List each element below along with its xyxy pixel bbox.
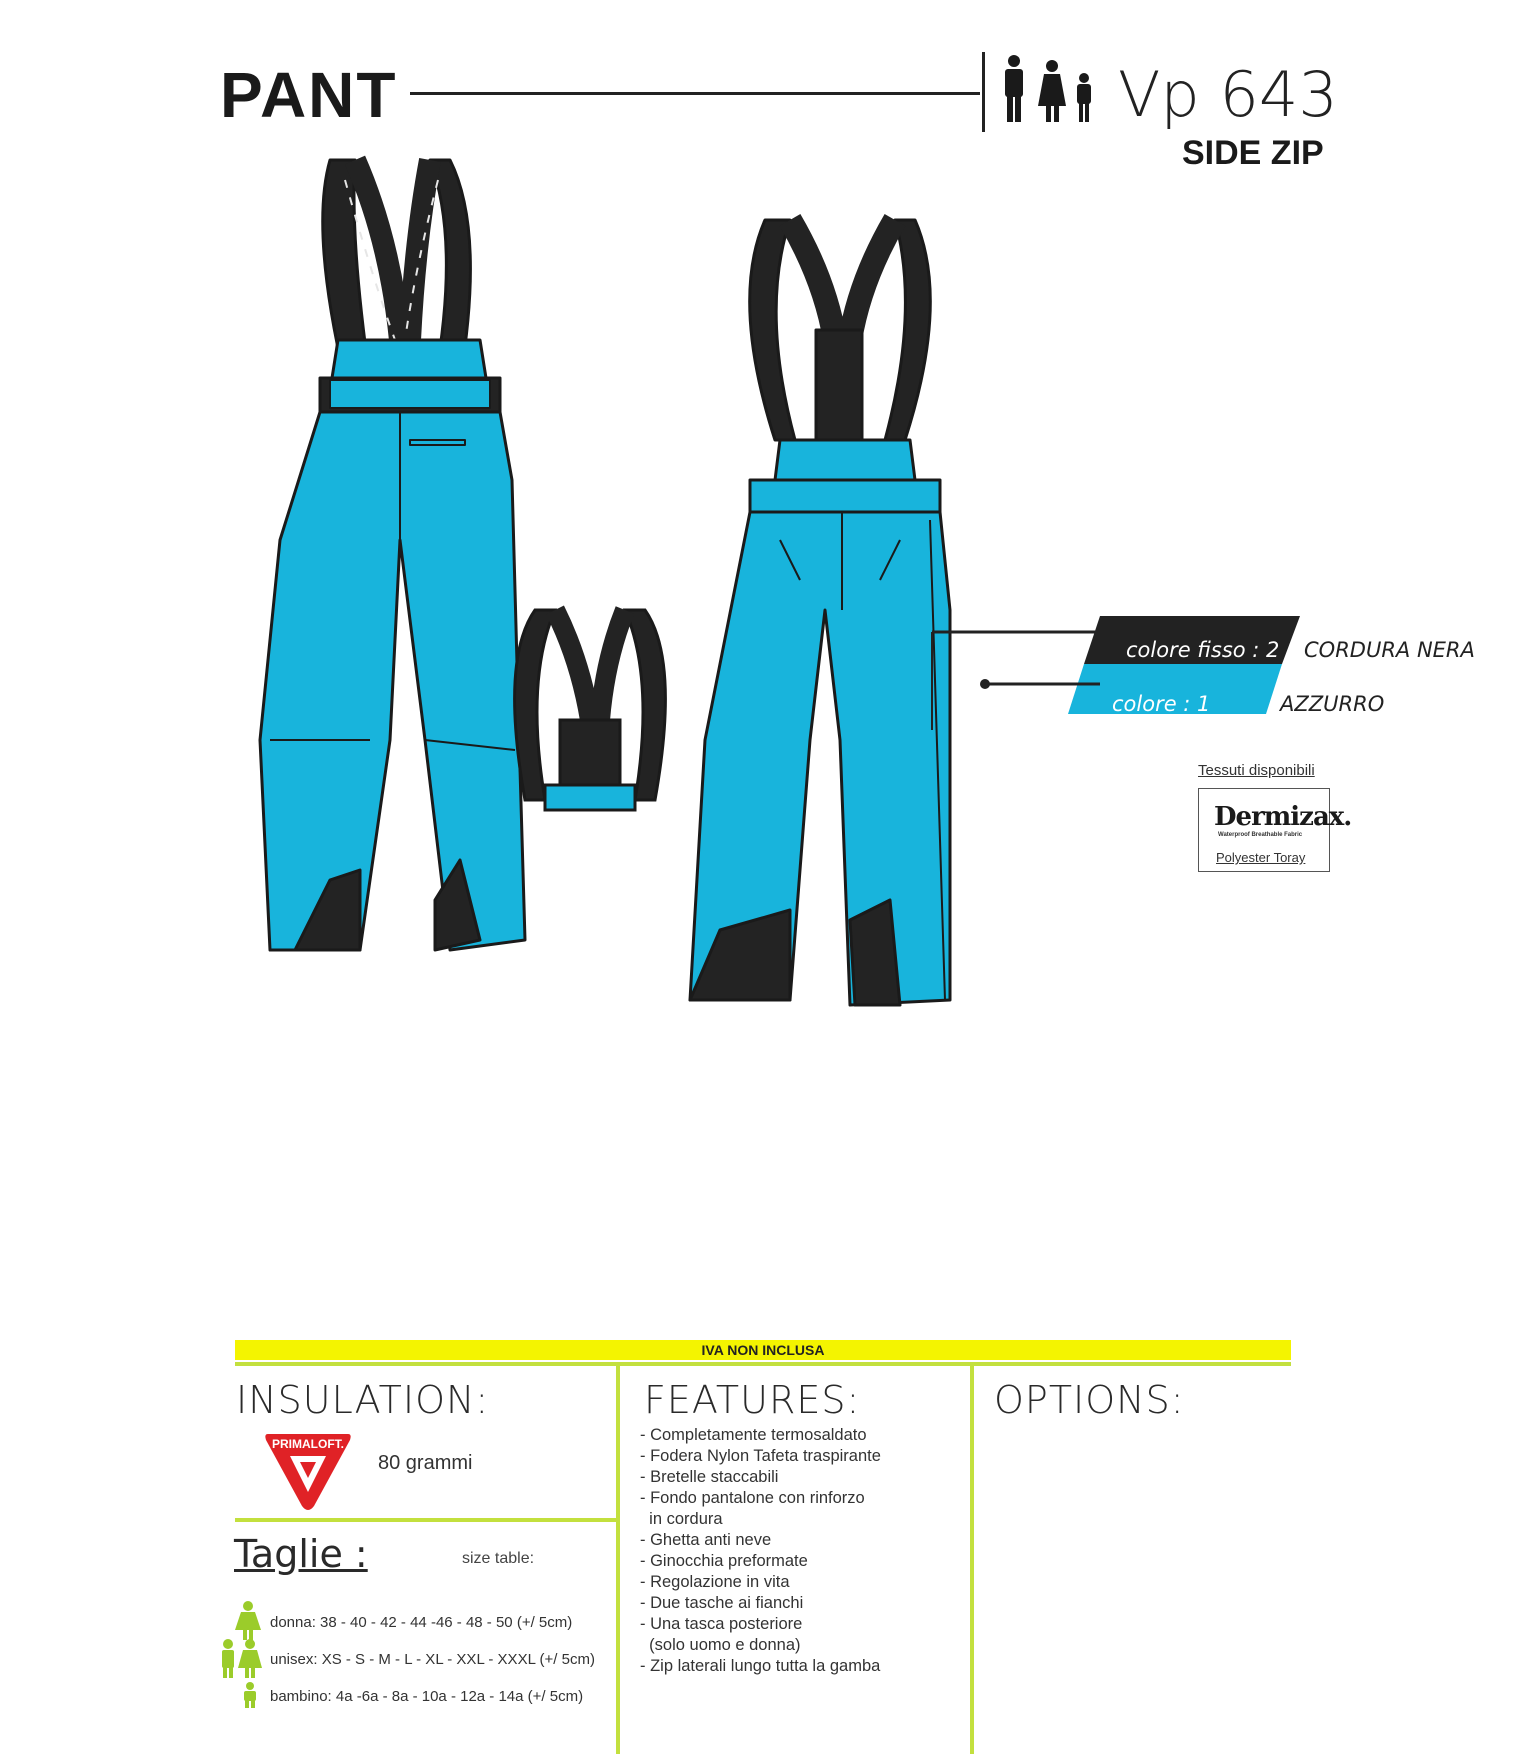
insulation-amount: 80 grammi: [378, 1452, 473, 1474]
feature-item: in cordura: [640, 1510, 723, 1528]
size-row-bambino: bambino: 4a -6a - 8a - 10a - 12a - 14a (+/ 5cm): [270, 1688, 584, 1705]
insulation-divider: [235, 1518, 616, 1522]
product-title: PANT: [220, 59, 398, 131]
color-2-label: colore fisso : 2: [1126, 638, 1280, 662]
size-table-label: size table:: [462, 1550, 535, 1567]
sizes-heading: Taglie :: [234, 1532, 368, 1576]
fabric-caption: Polyester Toray: [1216, 850, 1306, 865]
feature-item: - Una tasca posteriore: [640, 1615, 803, 1633]
panel-top-rule: [235, 1362, 1291, 1366]
feature-item: - Regolazione in vita: [640, 1573, 790, 1591]
feature-item: - Zip laterali lungo tutta la gamba: [640, 1657, 881, 1675]
options-heading: OPTIONS:: [994, 1378, 1185, 1422]
primaloft-wordmark: PRIMALOFT.: [272, 1437, 344, 1451]
panel-divider-2: [970, 1366, 974, 1754]
color-1-label: colore : 1: [1112, 692, 1211, 716]
panel-divider-1: [616, 1366, 620, 1754]
dermizax-logo-tagline: Waterproof Breathable Fabric: [1218, 832, 1303, 838]
feature-item: (solo uomo e donna): [640, 1636, 801, 1654]
feature-item: - Fondo pantalone con rinforzo: [640, 1489, 865, 1507]
color-1-name: AZZURRO: [1280, 692, 1385, 716]
feature-item: - Fodera Nylon Tafeta traspirante: [640, 1447, 881, 1465]
feature-list: [640, 1425, 881, 1677]
size-row-unisex: unisex: XS - S - M - L - XL - XXL - XXXL (+/ 5cm): [270, 1651, 595, 1668]
feature-item: - Bretelle staccabili: [640, 1468, 779, 1486]
feature-item: - Ginocchia preformate: [640, 1552, 808, 1570]
detached-suspenders: [515, 610, 666, 810]
front-view-pant: [690, 220, 950, 1005]
title-rule-end: [982, 52, 985, 132]
man-woman-child-icon: [1000, 54, 1110, 124]
size-row-donna: donna: 38 - 40 - 42 - 44 -46 - 48 - 50 (+/ 5cm): [270, 1614, 573, 1631]
dermizax-logo: Dermizax.: [1214, 802, 1352, 832]
feature-item: - Due tasche ai fianchi: [640, 1594, 804, 1612]
color-2-name: CORDURA NERA: [1304, 638, 1475, 662]
feature-item: - Ghetta anti neve: [640, 1531, 772, 1549]
couple-icon: [216, 1638, 264, 1678]
child-icon: [238, 1682, 262, 1708]
primaloft-logo: [260, 1426, 356, 1512]
fabrics-title: Tessuti disponibili: [1198, 762, 1315, 779]
vat-notice: IVA NON INCLUSA: [235, 1340, 1291, 1360]
model-variant: SIDE ZIP: [1182, 134, 1324, 172]
title-rule: [410, 92, 980, 95]
woman-icon: [228, 1600, 268, 1640]
feature-item: - Completamente termosaldato: [640, 1426, 867, 1444]
insulation-heading: INSULATION:: [236, 1378, 490, 1422]
features-heading: FEATURES:: [644, 1378, 861, 1422]
model-code: Vp 643: [1118, 58, 1338, 131]
back-view-pant: [260, 160, 525, 950]
